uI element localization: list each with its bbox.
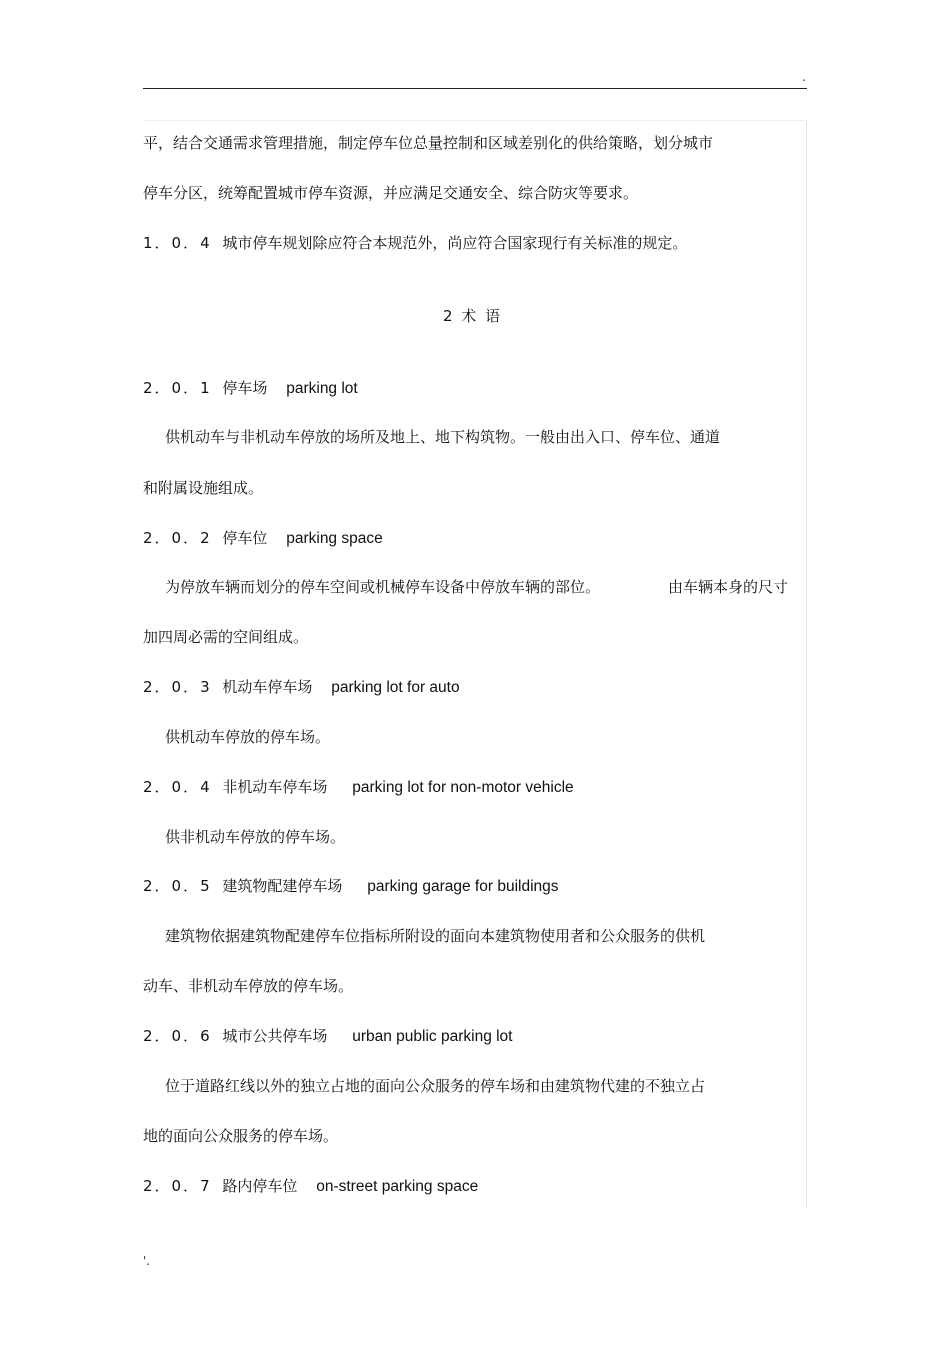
term-heading-2-0-4 [143, 777, 574, 798]
term-desc-2-0-1-line-1: 供机动车与非机动车停放的场所及地上、地下构筑物。一般由出入口、停车位、通道 [165, 428, 721, 446]
chapter-title: 2 术 语 [443, 307, 503, 325]
term-name: 机动车停车场 [222, 678, 313, 696]
clause-1-0-4 [143, 233, 687, 253]
term-english: urban public parking lot [352, 1028, 513, 1045]
term-english: on-street parking space [316, 1178, 479, 1195]
term-desc-2-0-6-line-2: 地的面向公众服务的停车场。 [143, 1127, 339, 1145]
term-number: 2．0．1 [143, 379, 212, 397]
term-heading-2-0-6 [143, 1026, 513, 1047]
header-mark: . [802, 70, 806, 84]
term-name: 非机动车停车场 [222, 778, 328, 796]
term-english: parking lot [286, 380, 358, 397]
term-number: 2．0．2 [143, 529, 212, 547]
term-desc-2-0-2-line-1b: 由车辆本身的尺寸 [668, 578, 789, 596]
term-english: parking garage for buildings [367, 878, 559, 895]
term-desc-2-0-2-line-2: 加四周必需的空间组成。 [143, 628, 309, 646]
term-heading-2-0-7 [143, 1176, 478, 1197]
term-heading-2-0-5 [143, 876, 559, 897]
term-desc-2-0-6-line-1: 位于道路红线以外的独立占地的面向公众服务的停车场和由建筑物代建的不独立占 [165, 1077, 706, 1095]
term-name: 建筑物配建停车场 [222, 877, 343, 895]
term-heading-2-0-3 [143, 677, 460, 698]
term-english: parking space [286, 530, 383, 547]
intro-line-1: 平，结合交通需求管理措施，制定停车位总量控制和区域差别化的供给策略，划分城市 [143, 134, 714, 152]
term-english: parking lot for non-motor vehicle [352, 779, 574, 796]
term-number: 2．0．6 [143, 1027, 212, 1045]
term-number: 2．0．4 [143, 778, 212, 796]
clause-number: 1．0．4 [143, 234, 212, 252]
term-number: 2．0．5 [143, 877, 212, 895]
term-english: parking lot for auto [331, 679, 460, 696]
term-desc-2-0-2-line-1a: 为停放车辆而划分的停车空间或机械停车设备中停放车辆的部位。 [165, 578, 601, 596]
term-desc-2-0-1-line-2: 和附属设施组成。 [143, 479, 264, 497]
term-name: 路内停车位 [222, 1177, 298, 1195]
term-number: 2．0．3 [143, 678, 212, 696]
term-desc-2-0-5-line-1: 建筑物依据建筑物配建停车位指标所附设的面向本建筑物使用者和公众服务的供机 [165, 927, 706, 945]
term-desc-2-0-3-line-1: 供机动车停放的停车场。 [165, 728, 331, 746]
clause-text: 城市停车规划除应符合本规范外，尚应符合国家现行有关标准的规定。 [222, 234, 688, 252]
footer-mark: '. [143, 1254, 151, 1268]
header-rule [143, 88, 807, 89]
term-number: 2．0．7 [143, 1177, 212, 1195]
term-name: 停车位 [222, 529, 268, 547]
term-desc-2-0-5-line-2: 动车、非机动车停放的停车场。 [143, 977, 354, 995]
term-heading-2-0-1 [143, 378, 358, 399]
term-desc-2-0-4-line-1: 供非机动车停放的停车场。 [165, 828, 346, 846]
term-name: 停车场 [222, 379, 268, 397]
term-name: 城市公共停车场 [222, 1027, 328, 1045]
intro-line-2: 停车分区，统筹配置城市停车资源，并应满足交通安全、综合防灾等要求。 [143, 184, 639, 202]
term-heading-2-0-2 [143, 528, 383, 549]
